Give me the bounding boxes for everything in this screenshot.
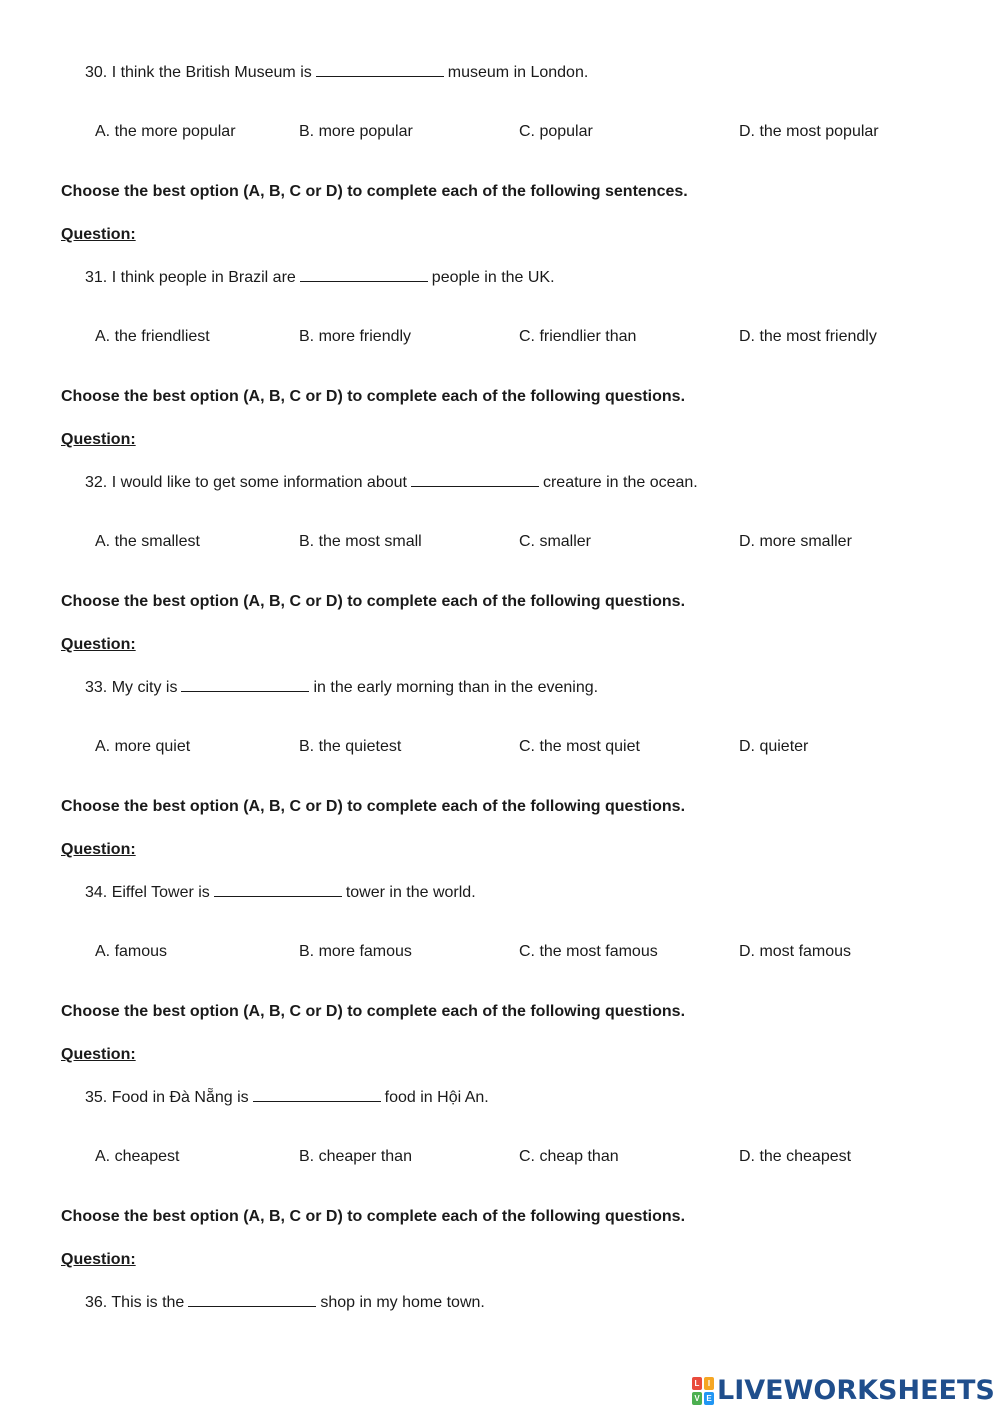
question-34-after: tower in the world. bbox=[345, 884, 476, 901]
liveworksheets-logo-icon bbox=[692, 1377, 714, 1405]
logo-mark-cell: E bbox=[704, 1392, 714, 1405]
question-34 bbox=[85, 882, 476, 903]
question-31 bbox=[85, 267, 555, 288]
question-30-option-c[interactable]: C. popular bbox=[519, 123, 593, 140]
question-33-option-c[interactable]: C. the most quiet bbox=[519, 738, 640, 755]
question-35-option-d[interactable]: D. the cheapest bbox=[739, 1148, 852, 1165]
question-30-option-a[interactable]: A. the more popular bbox=[95, 123, 236, 140]
question-30-after: museum in London. bbox=[447, 64, 589, 81]
liveworksheets-logo-text: LIVEWORKSHEETS bbox=[717, 1375, 995, 1406]
question-32-after: creature in the ocean. bbox=[542, 474, 698, 491]
question-31-option-c[interactable]: C. friendlier than bbox=[519, 328, 637, 345]
instruction-heading: Choose the best option (A, B, C or D) to complete each of the following questions. bbox=[61, 593, 686, 610]
instruction-heading: Choose the best option (A, B, C or D) to complete each of the following questions. bbox=[61, 798, 686, 815]
question-31-option-a[interactable]: A. the friendliest bbox=[95, 328, 210, 345]
question-35-option-a[interactable]: A. cheapest bbox=[95, 1148, 180, 1165]
question-33-option-b[interactable]: B. the quietest bbox=[299, 738, 402, 755]
liveworksheets-logo bbox=[692, 1374, 995, 1408]
question-32-option-d[interactable]: D. more smaller bbox=[739, 533, 852, 550]
question-32 bbox=[85, 472, 698, 493]
question-36 bbox=[85, 1292, 485, 1313]
logo-mark-cell: L bbox=[692, 1377, 702, 1390]
question-35-blank[interactable] bbox=[253, 1087, 381, 1102]
question-32-blank[interactable] bbox=[411, 472, 539, 487]
question-30 bbox=[85, 62, 588, 83]
question-35-before: 35. Food in Đà Nẵng is bbox=[85, 1089, 249, 1106]
question-36-before: 36. This is the bbox=[85, 1294, 185, 1311]
question-35-option-c[interactable]: C. cheap than bbox=[519, 1148, 619, 1165]
question-35 bbox=[85, 1087, 489, 1108]
question-34-option-b[interactable]: B. more famous bbox=[299, 943, 412, 960]
question-31-option-b[interactable]: B. more friendly bbox=[299, 328, 412, 345]
logo-mark-cell: I bbox=[704, 1377, 714, 1390]
question-36-after: shop in my home town. bbox=[320, 1294, 485, 1311]
question-32-option-a[interactable]: A. the smallest bbox=[95, 533, 200, 550]
question-32-before: 32. I would like to get some information about bbox=[85, 474, 407, 491]
question-33-option-a[interactable]: A. more quiet bbox=[95, 738, 191, 755]
question-33 bbox=[85, 677, 598, 698]
question-label: Question: bbox=[61, 1046, 136, 1063]
instruction-heading: Choose the best option (A, B, C or D) to complete each of the following questions. bbox=[61, 388, 686, 405]
logo-mark-cell: V bbox=[692, 1392, 702, 1405]
question-34-blank[interactable] bbox=[214, 882, 342, 897]
question-31-before: 31. I think people in Brazil are bbox=[85, 269, 296, 286]
question-32-option-c[interactable]: C. smaller bbox=[519, 533, 592, 550]
question-31-option-d[interactable]: D. the most friendly bbox=[739, 328, 877, 345]
question-34-option-a[interactable]: A. famous bbox=[95, 943, 168, 960]
instruction-heading: Choose the best option (A, B, C or D) to complete each of the following questions. bbox=[61, 1208, 686, 1225]
question-30-option-b[interactable]: B. more popular bbox=[299, 123, 413, 140]
question-34-option-d[interactable]: D. most famous bbox=[739, 943, 852, 960]
question-30-blank[interactable] bbox=[316, 62, 444, 77]
question-34-option-c[interactable]: C. the most famous bbox=[519, 943, 658, 960]
question-33-after: in the early morning than in the evening. bbox=[313, 679, 599, 696]
question-label: Question: bbox=[61, 841, 136, 858]
question-33-option-d[interactable]: D. quieter bbox=[739, 738, 809, 755]
instruction-heading: Choose the best option (A, B, C or D) to complete each of the following questions. bbox=[61, 1003, 686, 1020]
question-32-option-b[interactable]: B. the most small bbox=[299, 533, 422, 550]
question-33-before: 33. My city is bbox=[85, 679, 178, 696]
question-34-before: 34. Eiffel Tower is bbox=[85, 884, 210, 901]
question-35-after: food in Hội An. bbox=[384, 1089, 489, 1106]
question-label: Question: bbox=[61, 636, 136, 653]
question-36-blank[interactable] bbox=[188, 1292, 316, 1307]
question-label: Question: bbox=[61, 431, 136, 448]
question-31-after: people in the UK. bbox=[431, 269, 555, 286]
question-33-blank[interactable] bbox=[181, 677, 309, 692]
question-30-before: 30. I think the British Museum is bbox=[85, 64, 312, 81]
question-30-option-d[interactable]: D. the most popular bbox=[739, 123, 879, 140]
question-31-blank[interactable] bbox=[300, 267, 428, 282]
instruction-heading: Choose the best option (A, B, C or D) to complete each of the following sentences. bbox=[61, 183, 688, 200]
question-label: Question: bbox=[61, 1251, 136, 1268]
question-label: Question: bbox=[61, 226, 136, 243]
question-35-option-b[interactable]: B. cheaper than bbox=[299, 1148, 412, 1165]
